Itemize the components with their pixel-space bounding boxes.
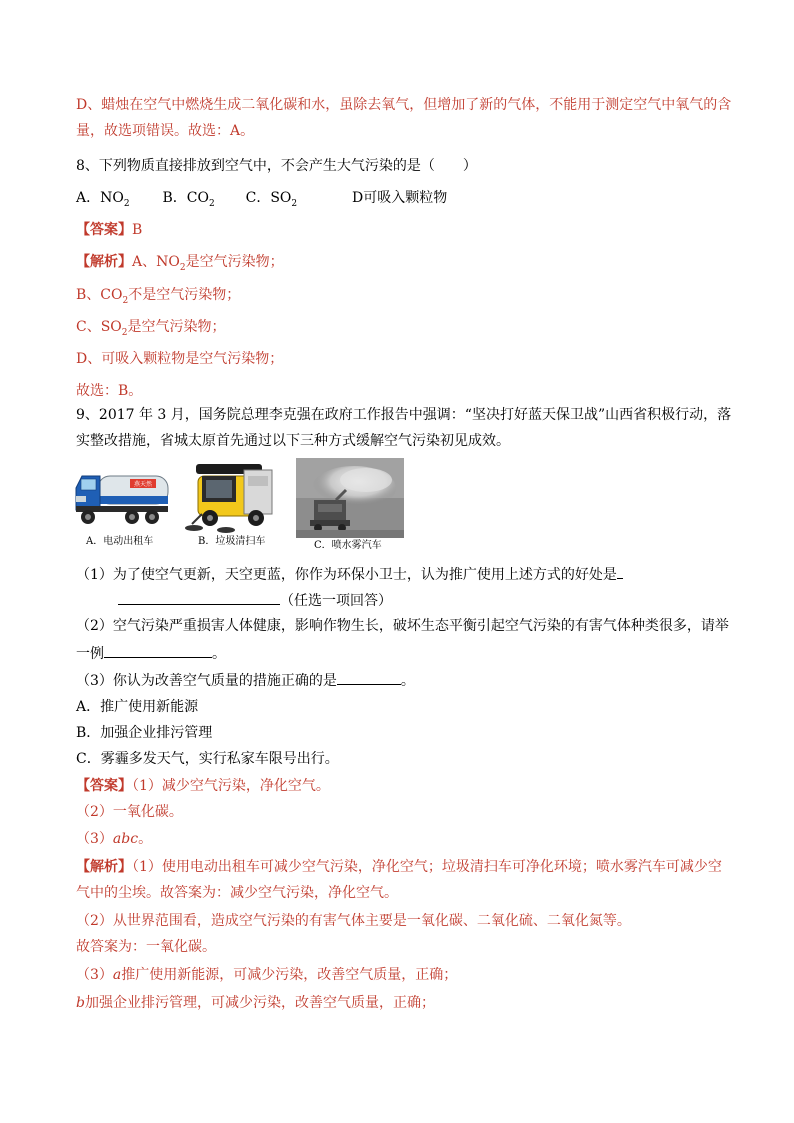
q8-analysis-line1: 【解析】A、$NO_2$是空气污染物； (76, 254, 284, 273)
answer-label: 【答案】 (76, 222, 132, 238)
water-mist-vehicle-image (296, 458, 404, 538)
q8-analysis-line5: 故选：B。 (76, 383, 143, 399)
q9-option-c: C．雾霾多发天气，实行私家车限号出行。 (76, 751, 339, 767)
q8-analysis-line3: C、$SO_2$是空气污染物； (76, 319, 226, 338)
q8-analysis-line2: B、$CO_2$不是空气污染物； (76, 287, 241, 306)
answer-value: B (132, 222, 143, 238)
q9-intro-line1: 9、2017 年 3 月，国务院总理李克强在政府工作报告中强调：“坚决打好蓝天保卫战”山西省积极行动，落 (76, 407, 732, 423)
q9-option-b: B．加强企业排污管理 (76, 725, 213, 741)
q9-analysis-line3: （2）从世界范围看，造成空气污染的有害气体主要是一氧化碳、二氧化硫、二氧化氮等。 (76, 913, 631, 929)
electric-taxi-image (72, 462, 172, 534)
q7-option-d-line1: D、蜡烛在空气中燃烧生成二氧化碳和水，虽除去氧气，但增加了新的气体，不能用于测定空气中氧气的含 (76, 97, 732, 113)
answer-blank[interactable] (104, 643, 212, 658)
q8-option-a: A．$NO_2$ (76, 190, 130, 209)
q8-analysis-line4: D、可吸入颗粒物是空气污染物； (76, 351, 284, 367)
q9-answer-line1: 【答案】（1）减少空气污染，净化空气。 (76, 778, 330, 794)
q9-sub2-line1: （2）空气污染严重损害人体健康，影响作物生长，破坏生态平衡引起空气污染的有害气体种类很多，请举 (76, 618, 729, 634)
q8-answer (76, 221, 142, 239)
answer-blank[interactable] (337, 670, 401, 685)
analysis-label: 【解析】 (76, 859, 132, 875)
q8-option-d: D可吸入颗粒物 (352, 190, 448, 206)
q9-analysis-line4: 故答案为：一氧化碳。 (76, 939, 216, 955)
tank-label: 燕天然 (133, 481, 153, 488)
q9-sub3: （3）你认为改善空气质量的措施正确的是 。 (76, 670, 415, 690)
q8-option-b: B．$CO_2$ (162, 190, 215, 209)
q9-sub1-line2: （任选一项回答） (76, 590, 392, 610)
q9-sub2-line2: 一例 。 (76, 643, 226, 663)
q8-options (76, 189, 447, 213)
q9-analysis-line1: 【解析】（1）使用电动出租车可减少空气污染，净化空气；垃圾清扫车可净化环境；喷水雾汽车可减少空 (76, 859, 722, 875)
q9-intro-line2: 实整改措施，省城太原首先通过以下三种方式缓解空气污染初见成效。 (76, 433, 510, 449)
answer-blank[interactable] (617, 564, 623, 579)
q9-answer-line3: （3）abc。 (76, 831, 153, 847)
garbage-sweeper-image (184, 458, 284, 536)
answer-label: 【答案】 (76, 778, 132, 794)
q9-sub1-line1: （1）为了使空气更新，天空更蓝，你作为环保小卫士，认为推广使用上述方式的好处是 (76, 564, 623, 584)
image-caption-c: C．喷水雾汽车 (314, 540, 382, 551)
analysis-label: 【解析】 (76, 254, 132, 270)
q9-option-a: A．推广使用新能源 (76, 699, 199, 715)
q9-analysis-line2: 气中的尘埃。故答案为：减少空气污染，净化空气。 (76, 885, 398, 901)
q8-option-c: C．$SO_2$ (245, 190, 298, 209)
q9-analysis-line5: （3）a推广使用新能源，可减少污染，改善空气质量，正确； (76, 967, 458, 983)
image-caption-a: A．电动出租车 (86, 536, 154, 547)
q9-analysis-line6: b加强企业排污管理，可减少污染，改善空气质量，正确； (76, 995, 435, 1011)
answer-blank[interactable] (118, 590, 280, 605)
q7-option-d-line2: 量，故选项错误。故选：A。 (76, 123, 255, 139)
q8-question: 8、下列物质直接排放到空气中，不会产生大气污染的是（ ） (76, 158, 477, 174)
image-caption-b: B．垃圾清扫车 (198, 536, 266, 547)
q9-answer-line2: （2）一氧化碳。 (76, 804, 183, 820)
